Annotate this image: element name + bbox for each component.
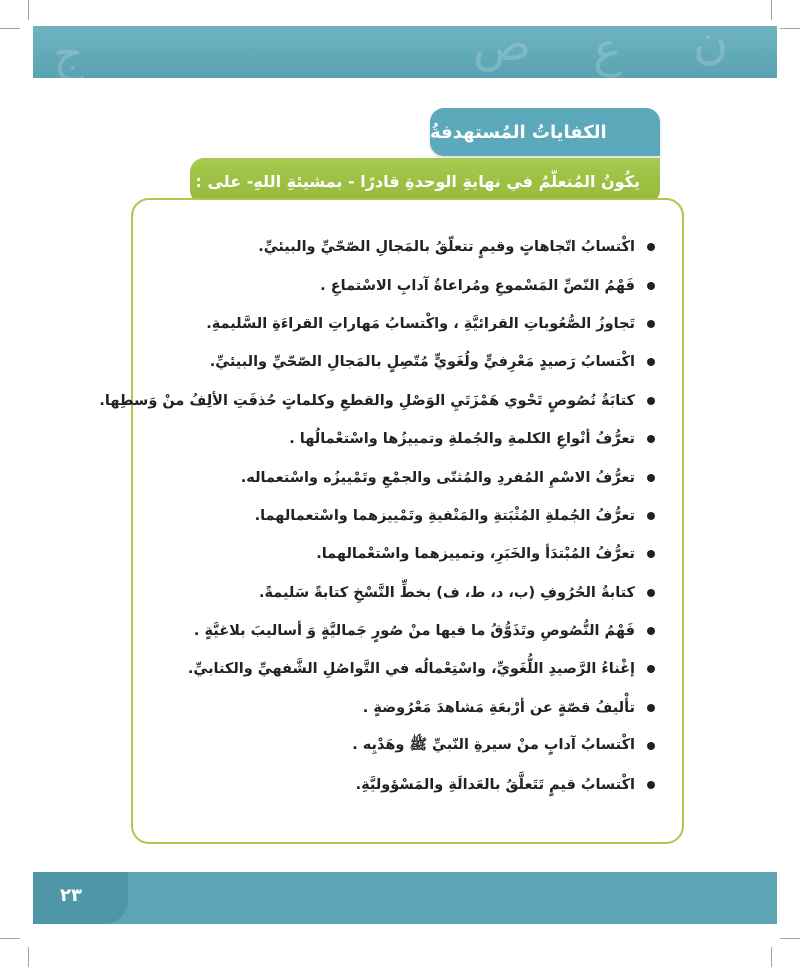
bullet-icon	[647, 243, 655, 251]
decorative-calligraphy: ﺝ	[53, 26, 84, 82]
list-item: اكْتسابُ رَصيدٍ مَعْرِفيٍّ ولُغَويٍّ مُتّصِلٍ بالمَجالِ الصّحّيِّ والبيئيِّ.	[135, 343, 655, 381]
list-item: اكْتسابُ اتّجاهاتٍ وقيمٍ تتعلّقُ بالمَجالِ الصّحّيِّ والبيئيِّ.	[135, 228, 655, 266]
list-item: إغْناءُ الرَّصيدِ اللُّغَويِّ، واسْتِعْمالُه في التَّواصُلِ الشَّفهيِّ والكتابيِّ.	[135, 650, 655, 688]
bullet-icon	[647, 435, 655, 443]
list-item: تعرُّفُ الاسْمِ المُفردِ والمُثنّى والجمْعِ وتَمْييزُه واسْتعماله.	[135, 458, 655, 496]
page-number: ٢٣	[60, 885, 82, 906]
section-title: الكفاياتُ المُستهدفةُ	[430, 108, 660, 156]
crop-mark	[28, 947, 29, 967]
bullet-icon	[647, 589, 655, 597]
bullet-icon	[647, 320, 655, 328]
bullet-icon	[647, 781, 655, 789]
intro-line: يكُونُ المُتعلّمُ في نهايةِ الوحدةِ قادرًا - بمشيئةِ اللهِ- على :	[190, 158, 660, 204]
decorative-calligraphy: ﻥ	[693, 14, 729, 70]
list-item: اكْتسابُ آدابٍ منْ سيرةِ النّبيِّ ﷺ وهَدْيِه .	[135, 727, 655, 765]
crop-mark	[0, 28, 20, 29]
crop-mark	[780, 28, 800, 29]
bullet-icon	[647, 474, 655, 482]
list-item: تأْليفُ قصّةٍ عن أرْبعَةِ مَشاهدَ مَعْرُوضةٍ .	[135, 689, 655, 727]
bullet-icon	[647, 627, 655, 635]
list-item: فَهْمُ النّصِّ المَسْموعِ ومُراعاةُ آدابِ الاسْتماعِ .	[135, 266, 655, 304]
list-item: تعرُّفُ أنْواعِ الكلمةِ والجُملةِ وتمييزُها واسْتعْمالُها .	[135, 420, 655, 458]
crop-mark	[0, 938, 20, 939]
bullet-icon	[647, 742, 655, 750]
bullet-icon	[647, 282, 655, 290]
decorative-calligraphy: ﻉ	[593, 22, 622, 78]
bullet-icon	[647, 512, 655, 520]
crop-mark	[771, 947, 772, 967]
list-item: فَهْمُ النُّصُوصِ وتَذَوُّقُ ما فيها منْ صُورٍ جَماليَّةٍ وَ أساليبَ بلاغيَّةٍ .	[135, 612, 655, 650]
bullet-icon	[647, 550, 655, 558]
list-item: اكْتسابُ قيمٍ تَتَعلَّقُ بالعَدالَةِ والمَسْؤوليَّةِ.	[135, 765, 655, 803]
bullet-icon	[647, 704, 655, 712]
crop-mark	[771, 0, 772, 20]
bullet-icon	[647, 358, 655, 366]
list-item: كتابَةُ نُصُوصٍ تَحْوي هَمْزَتَيِ الوَصْلِ والقطعِ وكلماتٍ حُذفَتِ الألِفُ منْ وَسطِها.	[135, 382, 655, 420]
bullet-icon	[647, 665, 655, 673]
list-item: تَجاوزُ الصُّعُوباتِ القرائيَّةِ ، واكْتسابُ مَهاراتِ القراءَةِ السَّليمةِ.	[135, 305, 655, 343]
crop-mark	[780, 938, 800, 939]
decorative-calligraphy: ﺹ	[473, 16, 532, 72]
list-item: كتابةُ الحُرُوفِ (ب، د، ط، ف) بخطِّ النَّسْخِ كتابةً سَليمةً.	[135, 574, 655, 612]
crop-mark	[28, 0, 29, 20]
bullet-icon	[647, 397, 655, 405]
goals-list	[99, 228, 655, 804]
footer-band	[33, 872, 777, 924]
header-band	[33, 14, 777, 82]
list-item: تعرُّفُ المُبْتدَأ والخَبَرِ، وتمييزهما واسْتعْمالهما.	[135, 535, 655, 573]
list-item: تعرُّفُ الجُملةِ المُثْبَتةِ والمَنْفيةِ وتَمْييزهما واسْتعمالهما.	[135, 497, 655, 535]
